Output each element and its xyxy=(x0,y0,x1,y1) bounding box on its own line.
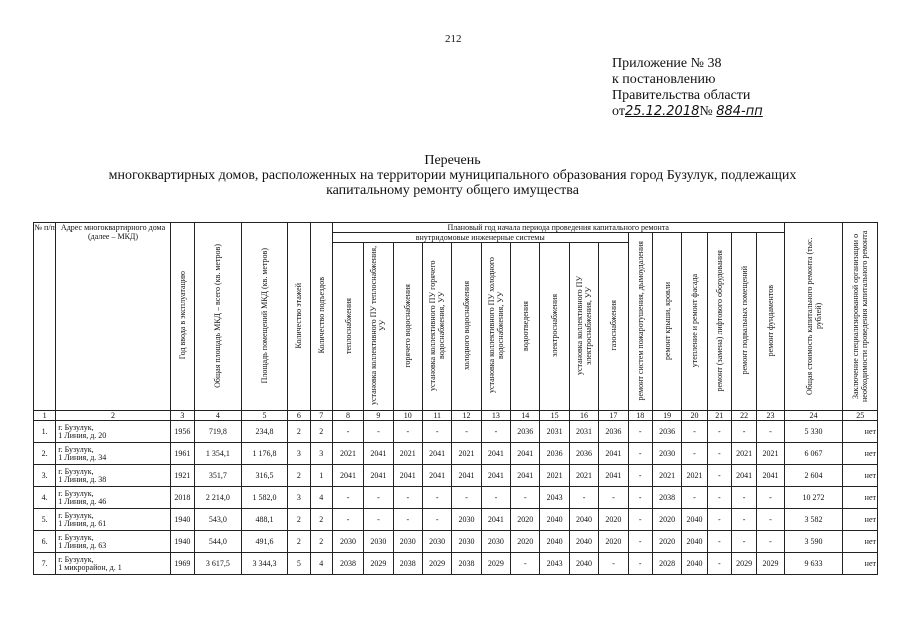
table-cell: 1969 xyxy=(170,553,194,575)
col-header-conclusion: Заключение специализированной организации о необходимости проведения капитального ремонта xyxy=(843,223,878,411)
column-number: 6 xyxy=(288,411,310,421)
table-cell: 2020 xyxy=(652,531,681,553)
table-cell: 234,8 xyxy=(241,421,288,443)
row-number: 6. xyxy=(34,531,56,553)
table-cell: - xyxy=(393,509,422,531)
table-cell: - xyxy=(511,553,540,575)
row-number: 7. xyxy=(34,553,56,575)
table-cell: нет xyxy=(843,509,878,531)
table-cell: - xyxy=(599,553,628,575)
appendix-line-2: к постановлению xyxy=(612,72,716,87)
number-sign: № xyxy=(699,104,713,119)
address-street: 1 микрорайон, д. 1 xyxy=(58,562,122,572)
table-cell: 2031 xyxy=(540,421,569,443)
table-cell: 2029 xyxy=(731,553,756,575)
table-cell: 2 xyxy=(288,509,310,531)
table-row xyxy=(34,553,878,575)
column-number: 8 xyxy=(332,411,363,421)
table-cell: 1 xyxy=(310,465,332,487)
table-cell: - xyxy=(707,465,731,487)
table-cell: 2040 xyxy=(682,553,707,575)
table-cell: 719,8 xyxy=(195,421,242,443)
column-number-row xyxy=(34,411,878,421)
table-cell: - xyxy=(707,509,731,531)
column-number: 18 xyxy=(628,411,652,421)
table-cell: - xyxy=(707,531,731,553)
table-cell: 2030 xyxy=(364,531,393,553)
table-cell: 2041 xyxy=(599,443,628,465)
table-cell: 2 604 xyxy=(784,465,843,487)
table-cell: 2041 xyxy=(452,465,481,487)
table-row xyxy=(34,421,878,443)
col-header-entrances: Количество подъездов xyxy=(310,223,332,411)
table-cell: 544,0 xyxy=(195,531,242,553)
table-cell: 491,6 xyxy=(241,531,288,553)
column-number: 15 xyxy=(540,411,569,421)
document-title xyxy=(0,153,905,198)
table-cell: - xyxy=(511,487,540,509)
handwritten-number: 884-пп xyxy=(716,104,763,119)
row-number: 4. xyxy=(34,487,56,509)
table-cell: нет xyxy=(843,531,878,553)
col-header-floors: Количество этажей xyxy=(288,223,310,411)
table-cell: 2040 xyxy=(682,531,707,553)
table-cell: - xyxy=(332,487,363,509)
date-prefix: от xyxy=(612,104,625,119)
row-number: 1. xyxy=(34,421,56,443)
table-cell: - xyxy=(422,509,451,531)
table-cell: нет xyxy=(843,487,878,509)
table-cell: нет xyxy=(843,465,878,487)
row-number: 3. xyxy=(34,465,56,487)
table-cell: - xyxy=(628,465,652,487)
table-cell: 2040 xyxy=(540,531,569,553)
table-cell: - xyxy=(757,509,784,531)
row-address xyxy=(56,553,170,575)
column-number: 1 xyxy=(34,411,56,421)
table-cell: 3 xyxy=(310,443,332,465)
table-cell: - xyxy=(393,487,422,509)
table-cell: 2040 xyxy=(569,553,598,575)
col-header-address: Адрес многоквартирного дома (далее – МКД) xyxy=(56,223,170,411)
table-cell: 316,5 xyxy=(241,465,288,487)
table-cell: - xyxy=(682,487,707,509)
table-cell: - xyxy=(731,531,756,553)
col-header-electricity: электроснабжения xyxy=(540,243,569,411)
table-cell: 2018 xyxy=(170,487,194,509)
row-address xyxy=(56,443,170,465)
table-cell: - xyxy=(332,509,363,531)
table-cell: 5 330 xyxy=(784,421,843,443)
table-cell: 543,0 xyxy=(195,509,242,531)
table-cell: 2030 xyxy=(393,531,422,553)
column-number: 24 xyxy=(784,411,843,421)
table-row xyxy=(34,465,878,487)
table-cell: 2021 xyxy=(540,465,569,487)
col-header-roof: ремонт крыши, кровли xyxy=(652,233,681,411)
col-header-foundation: ремонт фундаментов xyxy=(757,233,784,411)
column-number: 23 xyxy=(757,411,784,421)
table-cell: - xyxy=(364,487,393,509)
col-header-year-built: Год ввода в эксплуатацию xyxy=(170,223,194,411)
table-cell: 2030 xyxy=(452,531,481,553)
column-number: 16 xyxy=(569,411,598,421)
col-header-fire-system: ремонт систем пожаротушения, дымоудаления xyxy=(628,233,652,411)
table-cell: 2 xyxy=(288,531,310,553)
col-header-planned-year: Плановый год начала периода проведения капитального ремонта xyxy=(332,223,784,233)
address-city: г. Бузулук, xyxy=(58,510,94,520)
table-cell: 1 582,0 xyxy=(241,487,288,509)
table-row xyxy=(34,531,878,553)
address-street: 1 Линия, д. 38 xyxy=(58,474,107,484)
table-cell: 2021 xyxy=(393,443,422,465)
address-street: 1 Линия, д. 20 xyxy=(58,430,107,440)
table-cell: 2021 xyxy=(332,443,363,465)
col-header-cold-water-meter: установка коллективного ПУ холодного водоснабжения, УУ xyxy=(481,243,510,411)
column-number: 5 xyxy=(241,411,288,421)
col-header-hot-water: горячего водоснабжения xyxy=(393,243,422,411)
column-number: 20 xyxy=(682,411,707,421)
table-cell: - xyxy=(707,443,731,465)
column-number: 7 xyxy=(310,411,332,421)
table-cell: 2038 xyxy=(652,487,681,509)
table-cell: 2030 xyxy=(422,531,451,553)
table-cell: 2041 xyxy=(599,465,628,487)
table-cell: 2041 xyxy=(364,443,393,465)
table-cell: 2 xyxy=(310,509,332,531)
table-cell: 2030 xyxy=(452,509,481,531)
column-number: 22 xyxy=(731,411,756,421)
column-number: 3 xyxy=(170,411,194,421)
table-cell: 2040 xyxy=(540,509,569,531)
table-row xyxy=(34,443,878,465)
table-cell: 2029 xyxy=(481,553,510,575)
table-cell: 2021 xyxy=(682,465,707,487)
table-cell: - xyxy=(682,443,707,465)
table-cell: 1921 xyxy=(170,465,194,487)
address-street: 1 Линия, д. 34 xyxy=(58,452,107,462)
table-cell: - xyxy=(422,421,451,443)
table-cell: 1961 xyxy=(170,443,194,465)
column-number: 25 xyxy=(843,411,878,421)
table-cell: 2 xyxy=(310,531,332,553)
page-number: 212 xyxy=(445,33,462,45)
address-street: 1 Линия, д. 46 xyxy=(58,496,107,506)
column-number: 13 xyxy=(481,411,510,421)
column-number: 2 xyxy=(56,411,170,421)
column-number: 9 xyxy=(364,411,393,421)
table-cell: 2040 xyxy=(682,509,707,531)
table-cell: нет xyxy=(843,553,878,575)
column-number: 4 xyxy=(195,411,242,421)
address-street: 1 Линия, д. 63 xyxy=(58,540,107,550)
table-cell: 2038 xyxy=(452,553,481,575)
table-cell: 2021 xyxy=(731,443,756,465)
table-cell: нет xyxy=(843,443,878,465)
table-cell: 1940 xyxy=(170,509,194,531)
table-cell: - xyxy=(628,421,652,443)
table-cell: - xyxy=(599,487,628,509)
table-cell: 2041 xyxy=(481,465,510,487)
col-header-num: № п/п xyxy=(34,223,56,411)
table-cell: 2030 xyxy=(652,443,681,465)
table-cell: - xyxy=(628,443,652,465)
column-number: 12 xyxy=(452,411,481,421)
table-cell: 5 xyxy=(288,553,310,575)
table-cell: нет xyxy=(843,421,878,443)
table-cell: - xyxy=(481,487,510,509)
column-number: 19 xyxy=(652,411,681,421)
table-cell: 2029 xyxy=(757,553,784,575)
address-city: г. Бузулук, xyxy=(58,466,94,476)
address-city: г. Бузулук, xyxy=(58,532,94,542)
table-cell: 2020 xyxy=(511,509,540,531)
table-cell: 2040 xyxy=(569,531,598,553)
row-address xyxy=(56,487,170,509)
table-cell: 2028 xyxy=(652,553,681,575)
col-header-basement: ремонт подвальных помещений xyxy=(731,233,756,411)
table-cell: 2036 xyxy=(599,421,628,443)
houses-table xyxy=(33,222,878,575)
table-cell: 2041 xyxy=(511,465,540,487)
column-number: 14 xyxy=(511,411,540,421)
table-cell: 2030 xyxy=(481,531,510,553)
table-cell: - xyxy=(628,509,652,531)
table-cell: - xyxy=(731,487,756,509)
table-cell: 2041 xyxy=(364,465,393,487)
table-cell: 2021 xyxy=(569,465,598,487)
col-header-facade: утепление и ремонт фасада xyxy=(682,233,707,411)
title-line-1: Перечень xyxy=(424,153,481,168)
table-cell: 3 xyxy=(288,443,310,465)
table-cell: 2041 xyxy=(757,465,784,487)
handwritten-date: 25.12.2018 xyxy=(624,104,700,119)
table-cell: 2041 xyxy=(422,443,451,465)
table-cell: 3 xyxy=(288,487,310,509)
table-cell: 2041 xyxy=(422,465,451,487)
table-cell: - xyxy=(757,487,784,509)
table-cell: 2043 xyxy=(540,487,569,509)
table-cell: - xyxy=(422,487,451,509)
col-header-total-cost: Общая стоимость капитального ремонта (тыс. рублей) xyxy=(784,223,843,411)
table-cell: 2 xyxy=(288,465,310,487)
table-cell: 1 354,1 xyxy=(195,443,242,465)
table-cell: - xyxy=(707,487,731,509)
address-city: г. Бузулук, xyxy=(58,488,94,498)
appendix-line-3: Правительства области xyxy=(612,88,751,103)
table-cell: 4 xyxy=(310,553,332,575)
row-address xyxy=(56,421,170,443)
table-cell: 2 214,0 xyxy=(195,487,242,509)
table-cell: - xyxy=(452,487,481,509)
title-line-3: капитальному ремонту общего имущества xyxy=(326,183,579,198)
title-line-2: многоквартирных домов, расположенных на территории муниципального образования город Бузулук, подлежащих xyxy=(108,168,797,183)
col-header-gas: газоснабжения xyxy=(599,243,628,411)
table-cell: 6 067 xyxy=(784,443,843,465)
appendix-title: Приложение № 38 xyxy=(612,56,722,71)
table-cell: - xyxy=(707,421,731,443)
table-cell: 2036 xyxy=(511,421,540,443)
row-number: 5. xyxy=(34,509,56,531)
table-cell: 2043 xyxy=(540,553,569,575)
table-cell: - xyxy=(731,421,756,443)
column-number: 21 xyxy=(707,411,731,421)
table-cell: 9 633 xyxy=(784,553,843,575)
table-cell: - xyxy=(628,531,652,553)
table-cell: 2021 xyxy=(652,465,681,487)
table-cell: 2 xyxy=(288,421,310,443)
table-cell: 2020 xyxy=(511,531,540,553)
table-cell: 3 344,3 xyxy=(241,553,288,575)
table-cell: 2041 xyxy=(731,465,756,487)
col-header-engineering: внутридомовые инженерные системы xyxy=(332,233,628,243)
table-cell: 10 272 xyxy=(784,487,843,509)
table-cell: - xyxy=(332,421,363,443)
table-cell: 2021 xyxy=(452,443,481,465)
table-cell: 3 582 xyxy=(784,509,843,531)
table-cell: 2029 xyxy=(364,553,393,575)
row-address xyxy=(56,509,170,531)
row-number: 2. xyxy=(34,443,56,465)
col-header-cold-water: холодного водоснабжения xyxy=(452,243,481,411)
table-cell: - xyxy=(364,421,393,443)
table-cell: - xyxy=(628,487,652,509)
table-cell: 2020 xyxy=(652,509,681,531)
table-cell: 2041 xyxy=(481,509,510,531)
table-cell: 2021 xyxy=(757,443,784,465)
table-body xyxy=(34,421,878,575)
table-cell: 2029 xyxy=(422,553,451,575)
table-cell: 1940 xyxy=(170,531,194,553)
table-cell: 2040 xyxy=(569,509,598,531)
col-header-elevator: ремонт (замена) лифтового оборудования xyxy=(707,233,731,411)
table-cell: - xyxy=(481,421,510,443)
appendix-date-line xyxy=(612,104,763,120)
table-cell: 2 xyxy=(310,421,332,443)
col-header-heating: теплоснабжения xyxy=(332,243,363,411)
table-cell: 2041 xyxy=(393,465,422,487)
table-cell: 2031 xyxy=(569,421,598,443)
table-cell: 1956 xyxy=(170,421,194,443)
column-number: 10 xyxy=(393,411,422,421)
table-cell: 1 176,8 xyxy=(241,443,288,465)
table-cell: 2020 xyxy=(599,509,628,531)
table-cell: 2041 xyxy=(481,443,510,465)
table-cell: 3 617,5 xyxy=(195,553,242,575)
table-cell: 2038 xyxy=(332,553,363,575)
table-cell: 2020 xyxy=(599,531,628,553)
table-cell: 3 590 xyxy=(784,531,843,553)
table-cell: 2036 xyxy=(569,443,598,465)
col-header-premises-area: Площадь помещений МКД (кв. метров) xyxy=(241,223,288,411)
table-cell: - xyxy=(628,553,652,575)
col-header-electricity-meter: установка коллективного ПУ электроснабжения, УУ xyxy=(569,243,598,411)
row-address xyxy=(56,465,170,487)
col-header-total-area: Общая площадь МКД – всего (кв. метров) xyxy=(195,223,242,411)
table-cell: 4 xyxy=(310,487,332,509)
address-city: г. Бузулук, xyxy=(58,444,94,454)
table-cell: 2036 xyxy=(540,443,569,465)
row-address xyxy=(56,531,170,553)
appendix-block xyxy=(612,56,763,120)
table-cell: - xyxy=(364,509,393,531)
table-cell: 2030 xyxy=(332,531,363,553)
table-cell: - xyxy=(393,421,422,443)
table-row xyxy=(34,487,878,509)
address-city: г. Бузулук, xyxy=(58,554,94,564)
table-cell: 2036 xyxy=(652,421,681,443)
table-cell: 351,7 xyxy=(195,465,242,487)
col-header-sewerage: водоотведения xyxy=(511,243,540,411)
col-header-hot-water-meter: установка коллективного ПУ горячего водоснабжения, УУ xyxy=(422,243,451,411)
table-cell: 488,1 xyxy=(241,509,288,531)
table-cell: - xyxy=(452,421,481,443)
table-cell: 2041 xyxy=(511,443,540,465)
address-street: 1 Линия, д. 61 xyxy=(58,518,107,528)
table-row xyxy=(34,509,878,531)
table-cell: - xyxy=(569,487,598,509)
col-header-heat-meter: установка коллективного ПУ теплоснабжения, УУ xyxy=(364,243,393,411)
table-cell: - xyxy=(731,509,756,531)
table-cell: - xyxy=(707,553,731,575)
column-number: 11 xyxy=(422,411,451,421)
table-cell: - xyxy=(682,421,707,443)
address-city: г. Бузулук, xyxy=(58,422,94,432)
table-cell: - xyxy=(757,421,784,443)
table-cell: - xyxy=(757,531,784,553)
table-cell: 2041 xyxy=(332,465,363,487)
column-number: 17 xyxy=(599,411,628,421)
table-cell: 2038 xyxy=(393,553,422,575)
